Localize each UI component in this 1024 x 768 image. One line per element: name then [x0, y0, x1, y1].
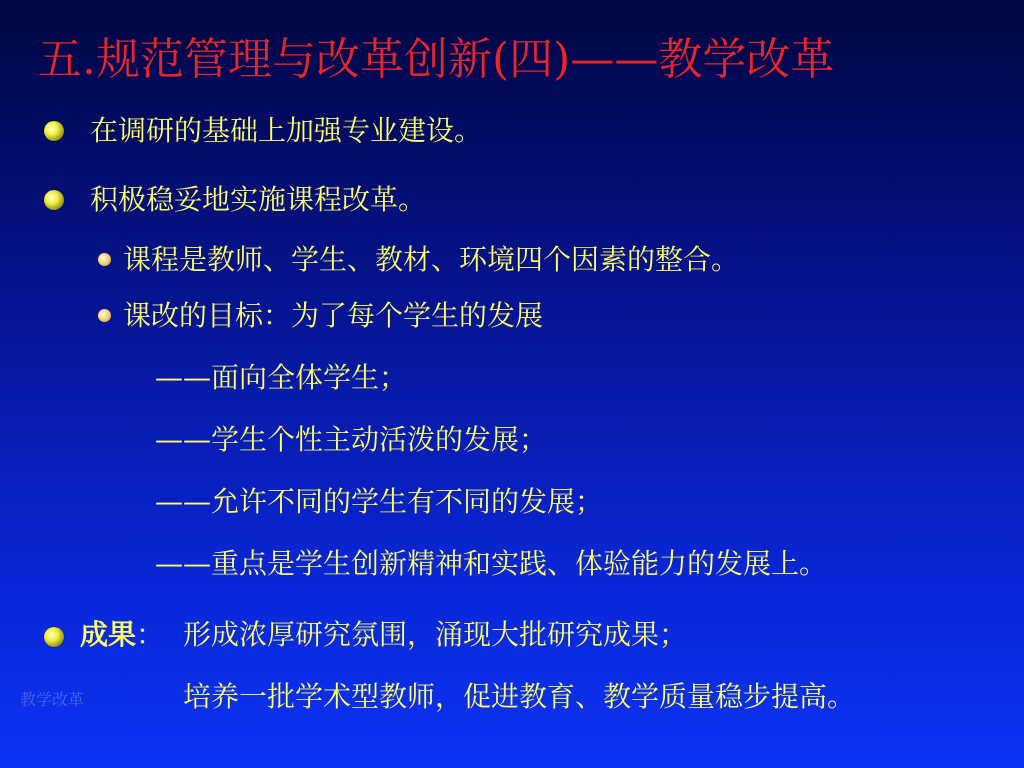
results-line-1: 形成浓厚研究氛围，涌现大批研究成果；: [183, 618, 688, 651]
bullet-icon: [44, 121, 64, 141]
goal-line-4: ——重点是学生创新精神和实践、体验能力的发展上。: [155, 547, 828, 580]
sub-bullet-icon: [98, 253, 111, 266]
results-colon: ：: [136, 618, 165, 651]
bullet-icon: [44, 627, 64, 647]
goal-line-1: ——面向全体学生；: [155, 361, 408, 394]
goal-line-3: ——允许不同的学生有不同的发展；: [155, 485, 604, 518]
slide-title: 五.规范管理与改革创新(四)——教学改革: [38, 34, 835, 85]
footer-label: 教学改革: [20, 690, 85, 709]
goal-line-2: ——学生个性主动活泼的发展；: [155, 423, 548, 456]
bullet-text-1: 在调研的基础上加强专业建设。: [90, 114, 483, 147]
results-label: 成果: [80, 618, 137, 651]
results-line-2: 培养一批学术型教师，促进教育、教学质量稳步提高。: [183, 680, 856, 713]
sub-bullet-text-1: 课程是教师、学生、教材、环境四个因素的整合。: [123, 243, 740, 276]
bullet-text-2: 积极稳妥地实施课程改革。: [90, 183, 427, 216]
sub-bullet-text-2: 课改的目标：为了每个学生的发展: [123, 299, 544, 332]
results-heading: [80, 617, 164, 653]
bullet-icon: [44, 190, 64, 210]
sub-bullet-icon: [98, 309, 111, 322]
